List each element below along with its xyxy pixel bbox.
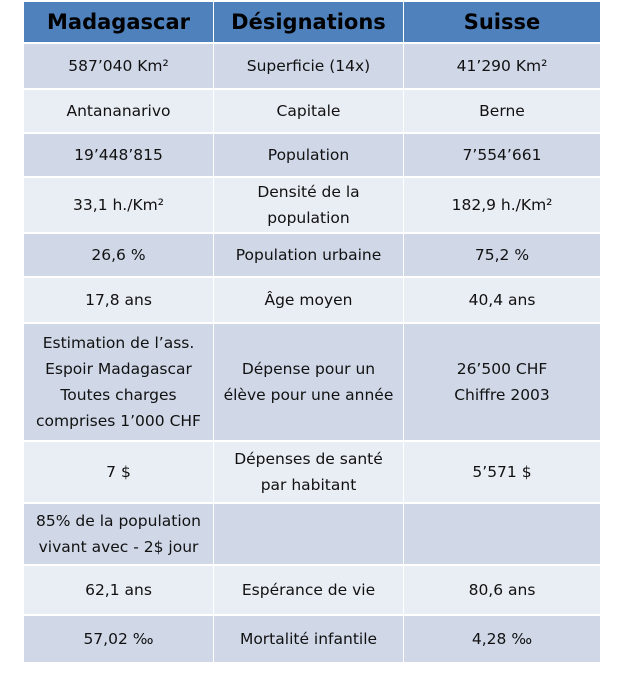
cell-suisse: 4,28 ‰ [404, 616, 600, 664]
header-suisse: Suisse [404, 2, 600, 44]
cell-suisse: 5’571 $ [404, 442, 600, 504]
cell-madagascar: 587’040 Km² [24, 44, 214, 90]
cell-designation: Espérance de vie [214, 566, 404, 616]
cell-suisse: 80,6 ans [404, 566, 600, 616]
cell-madagascar: 7 $ [24, 442, 214, 504]
cell-designation: Capitale [214, 90, 404, 134]
cell-madagascar: Antananarivo [24, 90, 214, 134]
cell-suisse [404, 504, 600, 566]
cell-designation: Âge moyen [214, 278, 404, 324]
cell-suisse: 40,4 ans [404, 278, 600, 324]
cell-madagascar: 33,1 h./Km² [24, 178, 214, 234]
cell-suisse: 182,9 h./Km² [404, 178, 600, 234]
header-designations: Désignations [214, 2, 404, 44]
cell-suisse: 26’500 CHF Chiffre 2003 [404, 324, 600, 442]
cell-designation: Dépenses de santé par habitant [214, 442, 404, 504]
cell-madagascar: 62,1 ans [24, 566, 214, 616]
cell-designation [214, 504, 404, 566]
cell-madagascar: 19’448’815 [24, 134, 214, 178]
cell-designation: Superficie (14x) [214, 44, 404, 90]
cell-designation: Population urbaine [214, 234, 404, 278]
cell-designation: Mortalité infantile [214, 616, 404, 664]
cell-madagascar: 85% de la population vivant avec - 2$ jour [24, 504, 214, 566]
cell-suisse: 75,2 % [404, 234, 600, 278]
cell-designation: Densité de la population [214, 178, 404, 234]
cell-suisse: 41’290 Km² [404, 44, 600, 90]
comparison-table [24, 2, 600, 664]
cell-madagascar: 26,6 % [24, 234, 214, 278]
cell-madagascar: 17,8 ans [24, 278, 214, 324]
cell-madagascar: 57,02 ‰ [24, 616, 214, 664]
cell-designation: Population [214, 134, 404, 178]
cell-suisse: 7’554’661 [404, 134, 600, 178]
cell-suisse: Berne [404, 90, 600, 134]
cell-madagascar: Estimation de l’ass. Espoir Madagascar Toutes charges comprises 1’000 CHF [24, 324, 214, 442]
header-madagascar: Madagascar [24, 2, 214, 44]
cell-designation: Dépense pour un élève pour une année [214, 324, 404, 442]
